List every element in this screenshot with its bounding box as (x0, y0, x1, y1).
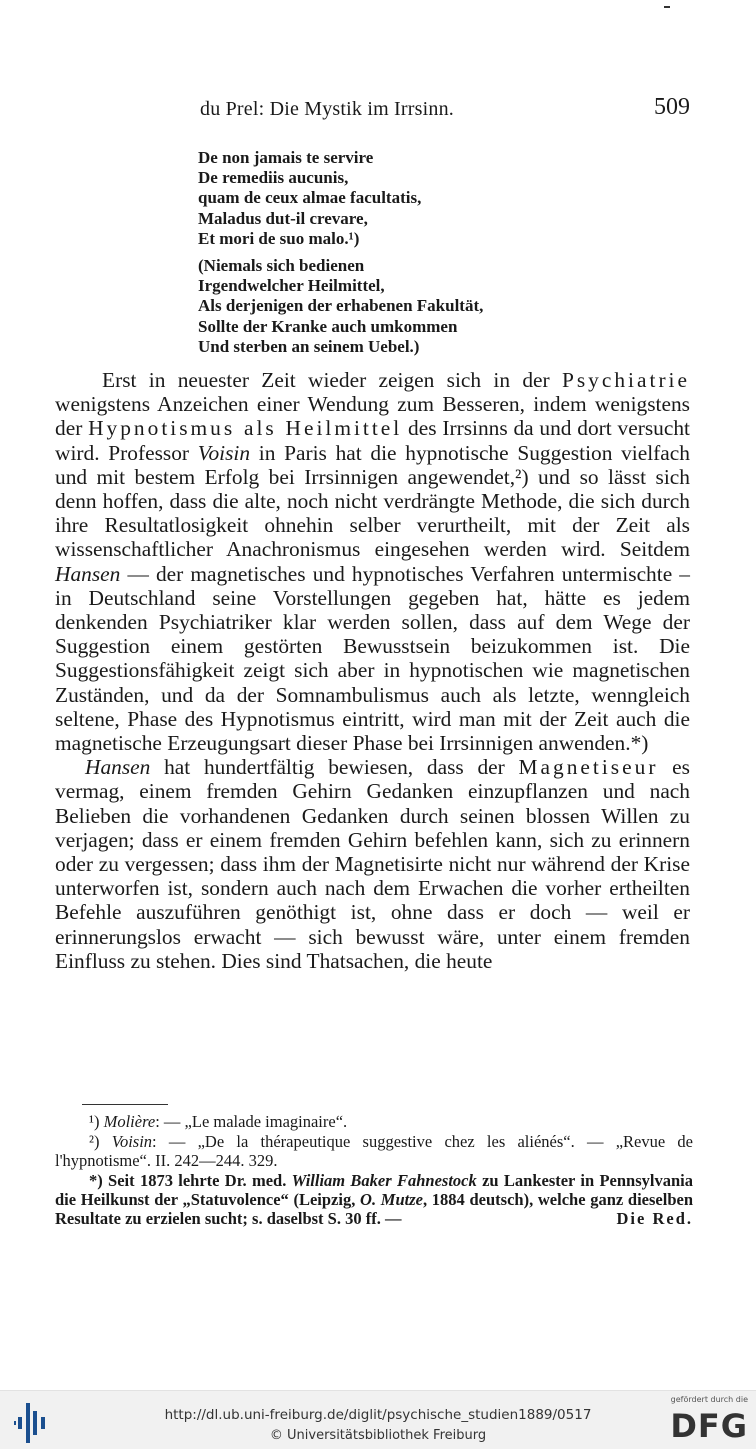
text-run: in Paris hat die hypnotische Suggestion vielfach und mit bestem Erfolg bei Irrsinnigen angewendet,²) und so lässt sich denn hoffen, dass die alte, noch nicht verdrängte Methode, die sich durch ihre Resultatlosigkeit ohnehin selber verurtheilt, mit der Zeit als wissenschaftlicher Anachronismus eingesehen werden wird. Seitdem (55, 440, 690, 562)
verse-line: De remediis aucunis, (198, 168, 349, 188)
footnote-2 (55, 1132, 693, 1170)
editor-signature: Die Red. (616, 1209, 693, 1228)
author-name: Voisin (197, 440, 251, 465)
emphasis-spaced: Magnetiseur (518, 755, 659, 780)
author-name: Hansen (55, 561, 121, 586)
emphasis-spaced: Hypnotismus als Heilmittel (88, 416, 403, 441)
text-run: : — „De la thérapeutique suggestive chez les aliénés“. — „Revue de l'hypnotisme“. II. 242—244. 329. (55, 1132, 693, 1170)
verse-line: Sollte der Kranke auch umkommen (198, 316, 458, 336)
paragraph (55, 755, 690, 973)
text-run: es vermag, einem fremden Gehirn Gedanken einzupflanzen und nach Belieben die vorhandenen Gedanken durch seinen blossen Willen zu verjagen; dass er einem fremden Gehirn befehlen kann, sich zu erinnern oder zu vergessen; dass ihm der Magnetisirte nicht nur während der Krise unterworfen ist, sondern auch nach dem Erwachen die vorher ertheilten Befehle auszuführen genöthigt ist, ohne dass er doch — weil er erinnerungslos erwacht — sich bewusst wäre, unter einem fremden Einfluss zu stehen. Dies sind Thatsachen, die heute (55, 755, 690, 973)
footnote-rule (82, 1104, 168, 1105)
author-name: Hansen (85, 755, 151, 780)
text-run: *) Seit 1873 lehrte Dr. med. (89, 1171, 292, 1190)
author-name: Molière (103, 1112, 156, 1131)
page-number: 509 (654, 94, 690, 120)
dfg-badge (662, 1395, 748, 1447)
footnote-1 (55, 1112, 693, 1131)
footnote-mark: ¹) (89, 1112, 104, 1131)
permalink-url[interactable]: http://dl.ub.uni-freiburg.de/diglit/psychische_studien1889/0517 (164, 1407, 592, 1423)
verse-line: Und sterben an seinem Uebel.) (198, 336, 420, 356)
author-name: Voisin (111, 1132, 153, 1151)
author-name: William Baker Fahnestock (291, 1171, 477, 1190)
dfg-caption: gefördert durch die (670, 1395, 748, 1404)
viewer-footer (0, 1390, 756, 1449)
page-header (52, 94, 692, 126)
dfg-logo: DFG (670, 1407, 748, 1445)
verse-german (198, 256, 483, 357)
body-text (55, 368, 690, 973)
text-run: hat hundertfältig bewiesen, dass der (150, 755, 519, 780)
verse-line: De non jamais te servire (198, 148, 374, 167)
copyright-notice: © Universitätsbibliothek Freiburg (269, 1428, 487, 1443)
text-run: zu Lankester in Pennsylvania die Heilkunst der „Statuvolence“ (Leipzig, (55, 1171, 693, 1209)
text-run: wenigstens Anzeichen einer Wendung zum Besseren, indem wenigstens der (55, 392, 690, 441)
emphasis-spaced: Psychiatrie (561, 368, 690, 392)
text-run: , 1884 deutsch), welche ganz dieselben Resultate zu erzielen sucht; s. daselbst S. 30 ff. — (55, 1190, 694, 1228)
footnotes (55, 1112, 693, 1229)
verse-french (198, 148, 421, 249)
verse-line: Als derjenigen der erhabenen Fakultät, (198, 296, 484, 316)
corner-mark (664, 6, 670, 8)
footnote-3 (55, 1171, 693, 1228)
text-run: des Irrsinns da und dort versucht wird. Professor (55, 416, 690, 465)
verse-line: Irgendwelcher Heilmittel, (198, 276, 385, 296)
publisher-name: O. Mutze (360, 1190, 423, 1209)
verse-line: Et mori de suo malo.¹) (198, 228, 360, 248)
paragraph (55, 368, 690, 755)
text-run: : — „Le malade imaginaire“. (155, 1112, 348, 1131)
text-run: — der magnetisches und hypnotisches Verfahren untermischte – in Deutschland seine Vorstellungen gegeben hat, hätte es jedem denkenden Psychiatriker klar werden sollen, dass auf dem Wege der Suggestion einem gestörten Bewusstsein beizukommen ist. Die Suggestionsfähigkeit zeigt sich aber in hypnotischen wie magnetischen Zuständen, und da der Somnambulismus auch als letzte, wenngleich seltene, Phase des Hypnotismus eintritt, wird man mit der Zeit auch die magnetische Erzeugungsart dieser Phase bei Irrsinnigen anwenden.*) (55, 561, 690, 756)
verse-line: Maladus dut-il crevare, (198, 208, 368, 228)
verse-line: quam de ceux almae facultatis, (198, 188, 422, 208)
verse-line: (Niemals sich bedienen (198, 256, 365, 275)
text-run: Erst in neuester Zeit wieder zeigen sich in der (102, 368, 562, 392)
running-head: du Prel: Die Mystik im Irrsinn. (200, 98, 454, 120)
footnote-mark: ²) (89, 1132, 112, 1151)
